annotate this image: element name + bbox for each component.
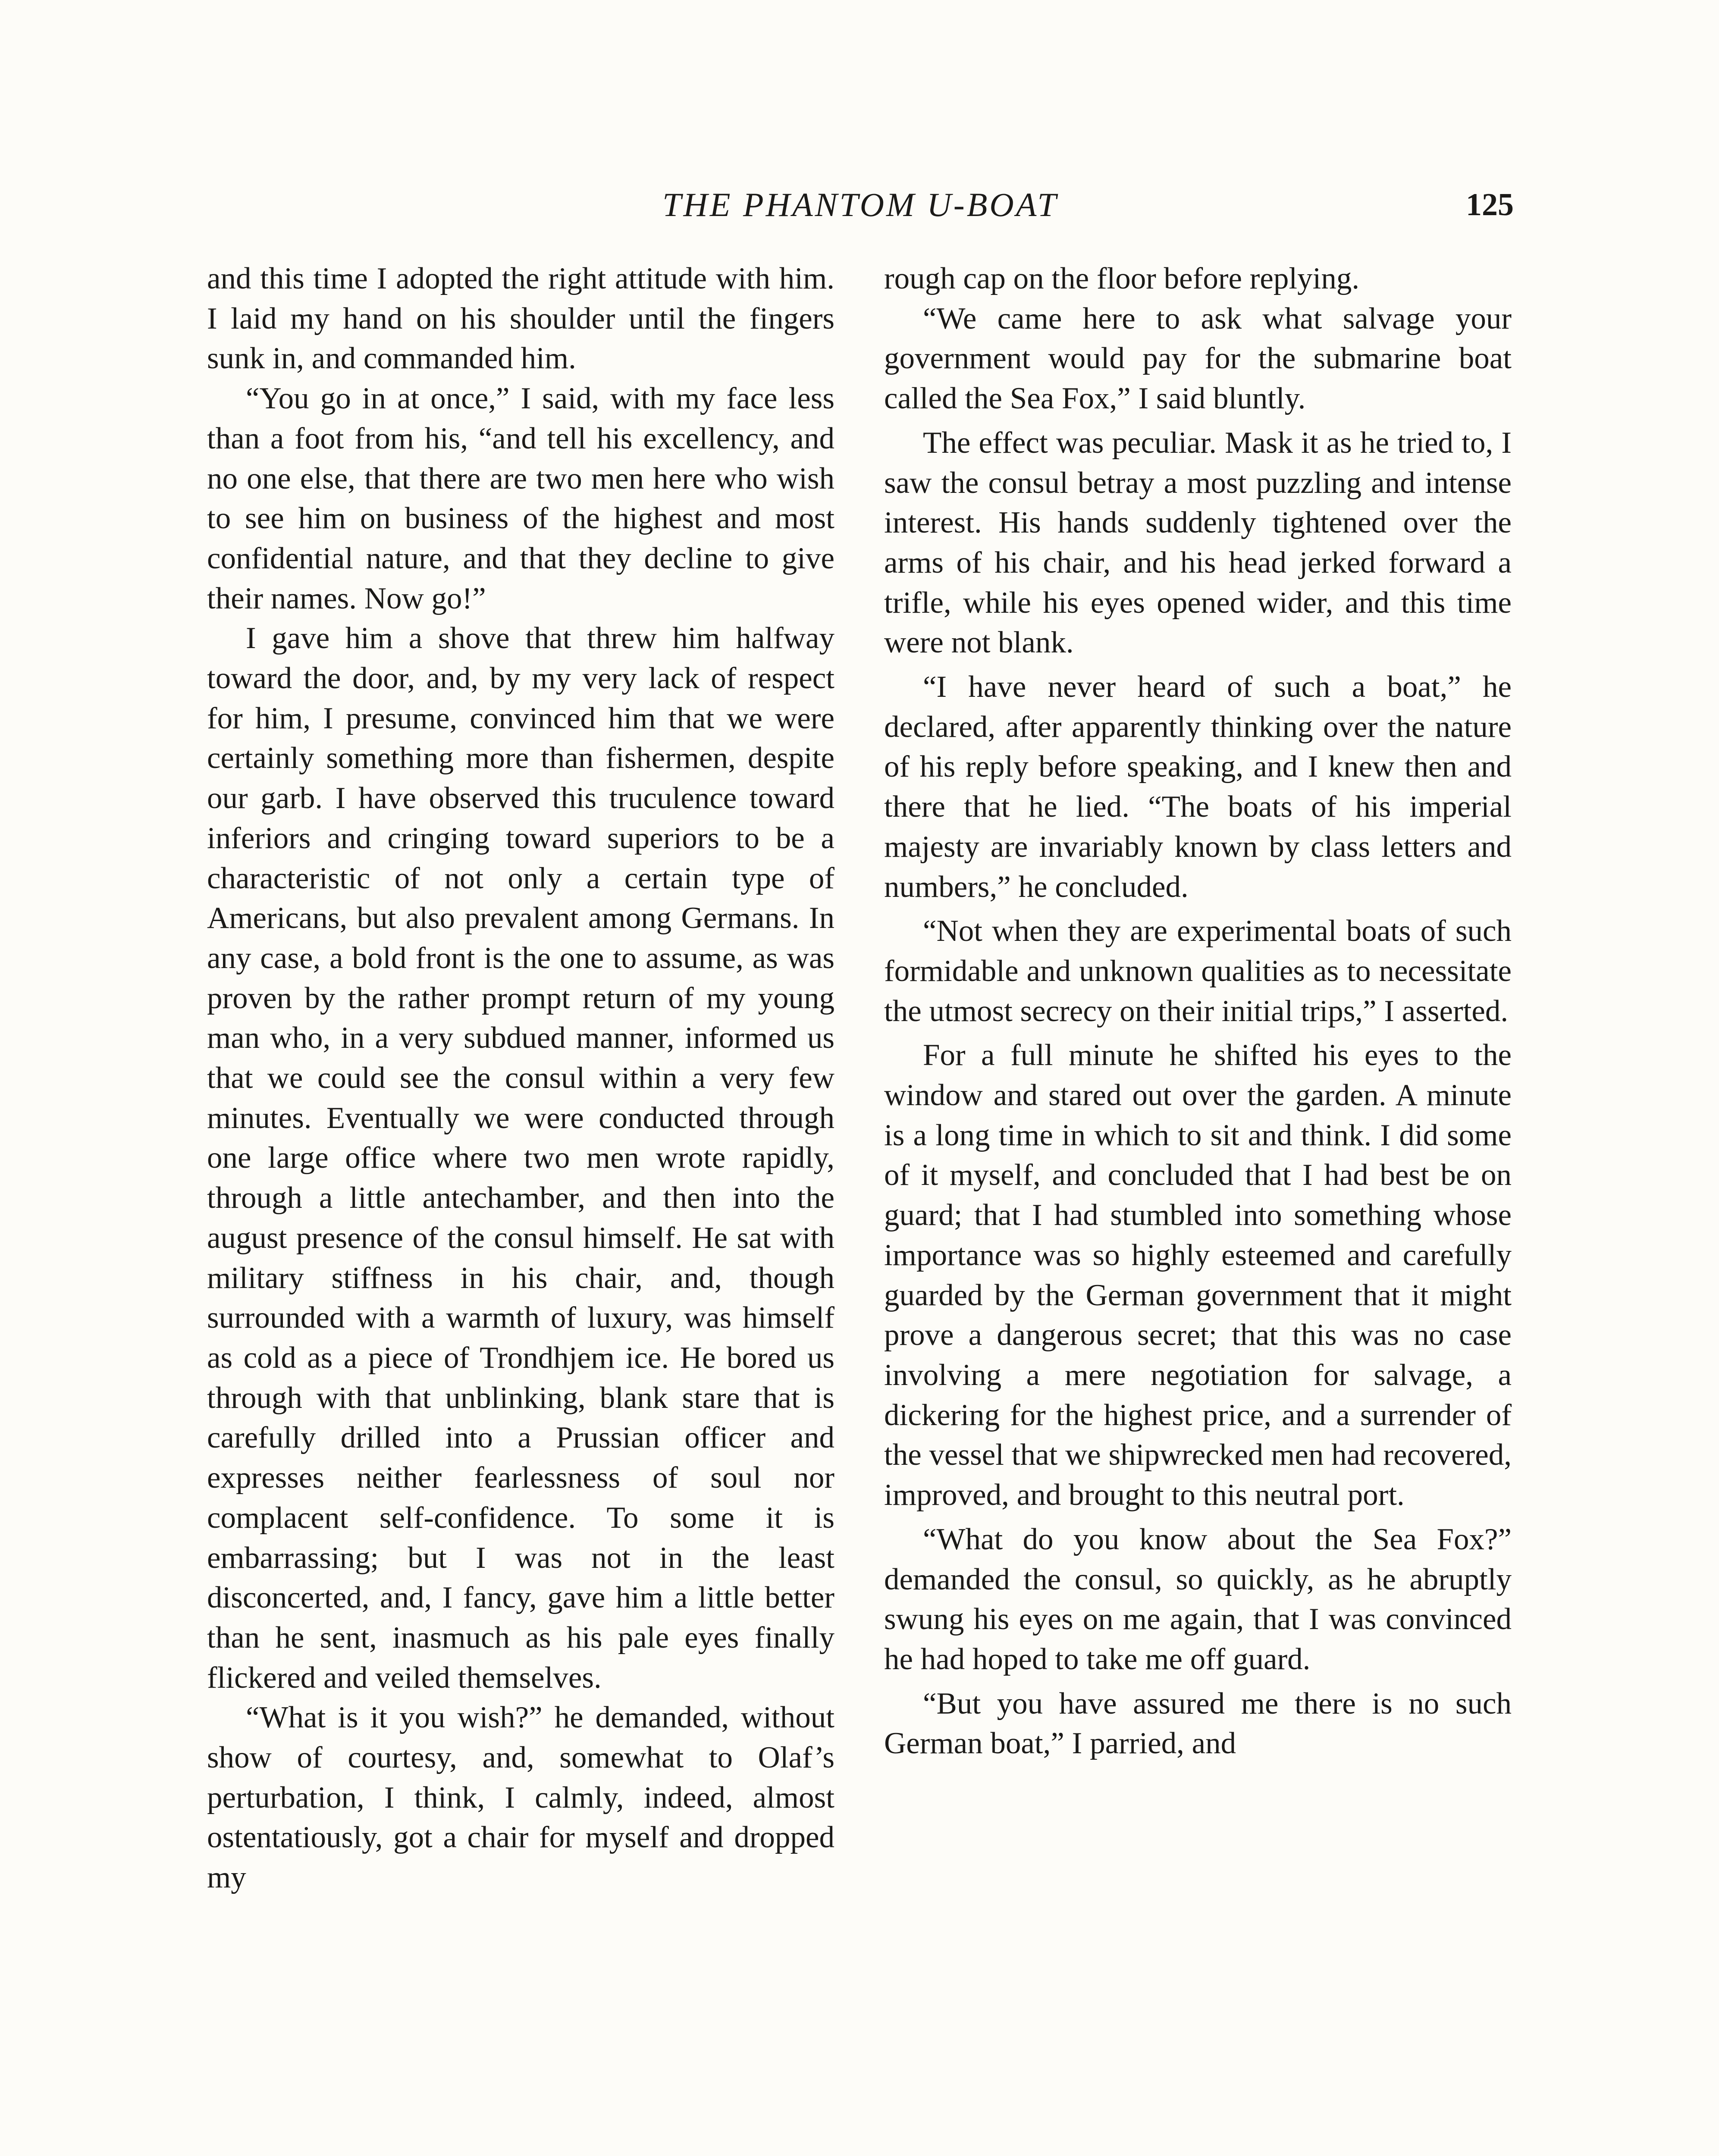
paragraph: “But you have assured me there is no such German boat,” I parried, and bbox=[884, 1686, 1512, 1761]
running-head bbox=[207, 181, 1514, 229]
paragraph: “I have never heard of such a boat,” he declared, after apparently thinking over the nature of his reply before speaking, and I knew then and there that he lied. “The boats of his imperial majesty are invariably known by class letters and numbers,” he concluded. bbox=[884, 670, 1512, 904]
paragraph: and this time I adopted the right attitude with him. I laid my hand on his shoulder until the fingers sunk in, and commanded him. bbox=[207, 262, 834, 376]
paragraph: “What do you know about the Sea Fox?” demanded the consul, so quickly, as he abruptly swung his eyes on me again, that I was convinced he had hoped to take me off guard. bbox=[884, 1522, 1512, 1676]
paragraph: “You go in at once,” I said, with my face less than a foot from his, “and tell his excellency, and no one else, that there are two men here who wish to see him on business of the highest and most confidential nature, and that they decline to give their names. Now go!” bbox=[207, 382, 834, 615]
page-number: 125 bbox=[1466, 187, 1514, 222]
paragraph: For a full minute he shifted his eyes to the window and stared out over the garden. A minute is a long time in which to sit and think. I did some of it myself, and concluded that I had best be on guard; that I had stumbled into something whose importance was so highly esteemed and carefully guarded by the German government that it might prove a dangerous secret; that this was no case involving a mere negotiation for salvage, a dickering for the highest price, and a surrender of the vessel that we shipwrecked men had recovered, improved, and brought to this neutral port. bbox=[884, 1038, 1512, 1512]
paragraph: rough cap on the floor before replying. bbox=[884, 262, 1360, 295]
left-column bbox=[207, 259, 834, 1898]
right-column bbox=[884, 259, 1512, 1764]
paragraph: The effect was peculiar. Mask it as he tried to, I saw the consul betray a most puzzling and intense interest. His hands suddenly tightened over the arms of his chair, and his head jerked forward a trifle, while his eyes opened wider, and this time were not blank. bbox=[884, 426, 1512, 660]
paragraph: “Not when they are experimental boats of such formidable and unknown qualities as to necessitate the utmost secrecy on their initial trips,” I asserted. bbox=[884, 914, 1512, 1028]
paragraph: “What is it you wish?” he demanded, without show of courtesy, and, somewhat to Olaf’s perturbation, I think, I calmly, indeed, almost ostentatiously, got a chair for myself and dropped my bbox=[207, 1701, 834, 1895]
running-title: THE PHANTOM U-BOAT bbox=[662, 186, 1058, 223]
paragraph: “We came here to ask what salvage your government would pay for the submarine boat called the Sea Fox,” I said bluntly. bbox=[884, 301, 1512, 416]
paragraph: I gave him a shove that threw him halfway toward the door, and, by my very lack of respect for him, I presume, convinced him that we were certainly something more than fishermen, despite our garb. I have observed this truculence toward inferiors and cringing toward superiors to be a characteristic of not only a certain type of Americans, but also prevalent among Germans. In any case, a bold front is the one to assume, as was proven by the rather prompt return of my young man who, in a very subdued manner, informed us that we could see the consul within a very few minutes. Eventually we were conducted through one large office where two men wrote rapidly, through a little antechamber, and then into the august presence of the consul himself. He sat with military stiffness in his chair, and, though surrounded with a warmth of luxury, was himself as cold as a piece of Trondhjem ice. He bored us through with that unblinking, blank stare that is carefully drilled into a Prussian officer and expresses neither fearlessness of soul nor complacent self-confidence. To some it is embarrassing; but I was not in the least disconcerted, and, I fancy, gave him a little better than he sent, inasmuch as his pale eyes finally flickered and veiled themselves. bbox=[207, 621, 834, 1695]
